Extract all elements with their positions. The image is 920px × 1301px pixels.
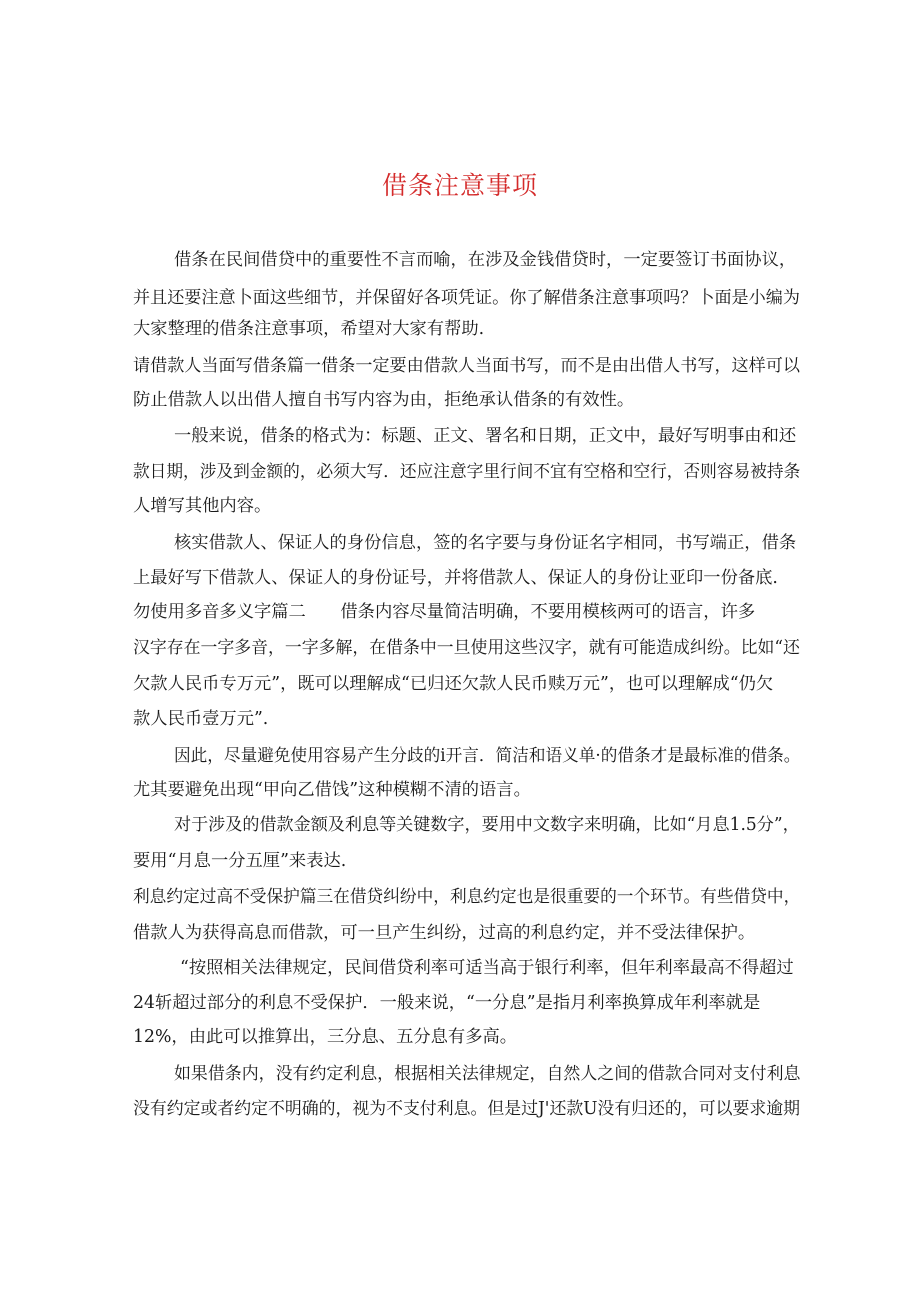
text-line: 人增写其他内容。 — [133, 496, 272, 516]
text-line: 请借款人当面写借条篇一借条一定要由借款人当面书写，而不是由出借人书写，这样可以 — [133, 356, 800, 376]
text-line: 没有约定或者约定不明确的，视为不支付利息。但是过J'还款U没有归还的，可以要求逾期 — [133, 1099, 800, 1119]
text-line: 款日期，涉及到金额的，必须大写．还应注意字里行间不宜有空格和空行，否则容易被持条 — [133, 462, 801, 482]
text-line: 汉字存在一字多音，一字多解，在借条中一旦使用这些汉字，就有可能造成纠纷。比如“还 — [133, 638, 800, 658]
text-line: 借款人为获得高息而借款，可一旦产生纠纷，过高的利息约定，并不受法律保护。 — [133, 923, 756, 943]
text-line: 欠款人民币专万元”，既可以理解成“已归还欠款人民币赎万元”，也可以理解成“仍欠 — [133, 674, 774, 694]
text-line: 一般来说，借条的格式为：标题、正文、署名和日期，正文中，最好写明事由和还 — [174, 426, 797, 446]
text-line: 上最好写下借款人、保证人的身份证号，并将借款人、保证人的身份让亚印一份备底. — [133, 568, 778, 588]
text-line: 12%，由此可以推算出，三分息、五分息有多高。 — [133, 1027, 518, 1047]
text-line: 款人民币壹万元”. — [133, 709, 269, 729]
text-line: 并且还要注意卜面这些细节，并保留好各项凭证。你了解借条注意事项吗？卜面是小编为 — [133, 288, 800, 308]
text-line: 大家整理的借条注意事项，希望对大家有帮助. — [133, 319, 485, 339]
text-line: 如果借条内，没有约定利息，根据相关法律规定，自然人之间的借款合同对支付利息 — [174, 1064, 801, 1084]
text-line: 防止借款人以出借人擅自书写内容为由，拒绝承认借条的有效性。 — [133, 390, 635, 410]
text-line: 尤其要避免出现“甲向乙借饯”这种模糊不清的语言。 — [133, 780, 531, 800]
text-line: “按照相关法律规定，民间借贷利率可适当高于银行利率，但年利率最高不得超过 — [180, 958, 794, 978]
text-line: 要用“月息一分五厘”来表达. — [133, 851, 347, 871]
text-line: 借条在民间借贷中的重要性不言而喻，在涉及金钱借贷时，一定要签订书面协议， — [174, 250, 797, 270]
text-line: 核实借款人、保证人的身份信息，签的名字要与身份证名字相同，书写端正，借条 — [174, 533, 797, 553]
text-line: 勿使用多音多义字篇二 借条内容尽量简洁明确，不要用模核两可的语言，许多 — [133, 602, 756, 622]
text-line: 24斩超过部分的利息不受保护．一般来说，“一分息”是指月利率换算成年利率就是 — [133, 993, 761, 1013]
document-title: 借条注意事项 — [381, 171, 538, 200]
text-line: 利息约定过高不受保护篇三在借贷纠纷中，利息约定也是很重要的一个环节。有些借贷中， — [133, 887, 801, 907]
text-line: 因此，尽量避免使用容易产生分歧的i开言．简洁和语义单·的借条才是最标准的借条。 — [174, 746, 801, 766]
text-line: 对于涉及的借款金额及利息等关键数字，要用中文数字来明确，比如“月息1.5分”， — [174, 815, 800, 835]
